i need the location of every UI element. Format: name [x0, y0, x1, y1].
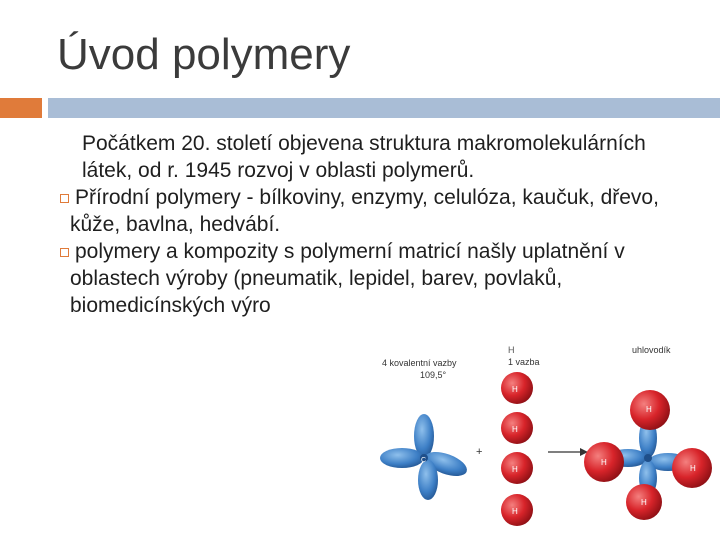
h-label: H	[690, 464, 696, 473]
label-covalent-bonds: 4 kovalentní vazby	[382, 358, 457, 368]
label-single-bond: 1 vazba	[508, 357, 540, 367]
bullet-text: polymery a kompozity s polymerní matricí našly uplatnění v oblastech výroby (pneumatik, lepidel, barev, povlaků, biomedicínských výro	[70, 240, 625, 317]
h-label: H	[512, 465, 518, 474]
bullet-square-icon	[60, 194, 69, 203]
title-accent-orange	[0, 98, 42, 118]
label-hydrocarbon: uhlovodík	[632, 345, 671, 355]
bullet-item	[60, 238, 700, 319]
label-angle: 109,5°	[420, 370, 447, 380]
h-label: H	[512, 425, 518, 434]
title-accent-blue	[48, 98, 720, 118]
h-label: H	[512, 385, 518, 394]
methane-molecule-illustration	[380, 340, 720, 540]
slide-body	[60, 130, 700, 319]
carbon-label: C	[421, 457, 427, 464]
bullet-item	[60, 184, 700, 238]
h-label: H	[646, 405, 652, 414]
h-label: H	[601, 458, 607, 467]
h-label: H	[641, 498, 647, 507]
bullet-text: Přírodní polymery - bílkoviny, enzymy, celulóza, kaučuk, dřevo, kůže, bavlna, hedvábí.	[70, 186, 659, 236]
slide-title: Úvod polymery	[57, 30, 351, 79]
label-hydrogen: H	[508, 345, 515, 355]
plus-sign: +	[476, 446, 483, 458]
bullet-square-icon	[60, 248, 69, 257]
h-label: H	[512, 507, 518, 516]
intro-paragraph: Počátkem 20. století objevena struktura makromolekulárních látek, od r. 1945 rozvoj v oblasti polymerů.	[82, 132, 646, 182]
